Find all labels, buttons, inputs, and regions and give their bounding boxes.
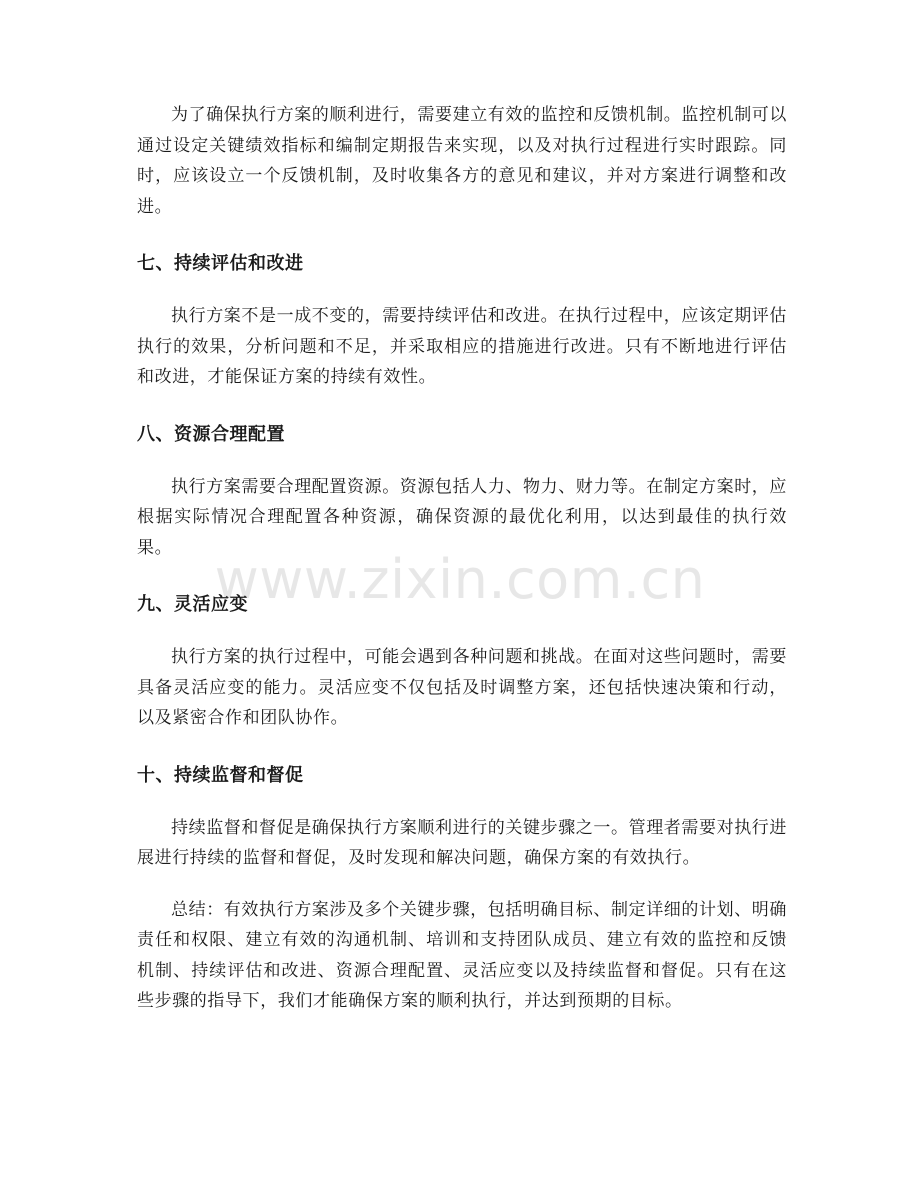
watermark: www.zixin.com.cn [214, 548, 706, 611]
document-body [137, 100, 787, 1017]
summary-paragraph: 总结：有效执行方案涉及多个关键步骤，包括明确目标、制定详细的计划、明确责任和权限、建立有效的沟通机制、培训和支持团队成员、建立有效的监控和反馈机制、持续评估和改进、资源合理配置、灵活应变以及持续监督和督促。只有在这些步骤的指导下，我们才能确保方案的顺利执行，并达到预期的目标。 [137, 899, 787, 1011]
section-heading-8: 八、资源合理配置 [137, 423, 285, 445]
section-paragraph-9: 执行方案的执行过程中，可能会遇到各种问题和挑战。在面对这些问题时，需要具备灵活应变的能力。灵活应变不仅包括及时调整方案，还包括快速决策和行动，以及紧密合作和团队协作。 [137, 647, 787, 728]
section-paragraph-8: 执行方案需要合理配置资源。资源包括人力、物力、财力等。在制定方案时，应根据实际情况合理配置各种资源，确保资源的最优化利用，以达到最佳的执行效果。 [137, 476, 787, 558]
section-heading-9: 九、灵活应变 [137, 594, 248, 615]
section-paragraph-10: 持续监督和督促是确保执行方案顺利进行的关键步骤之一。管理者需要对执行进展进行持续的监督和督促，及时发现和解决问题，确保方案的有效执行。 [137, 817, 787, 868]
section-paragraph-7: 执行方案不是一成不变的，需要持续评估和改进。在执行过程中，应该定期评估执行的效果，分析问题和不足，并采取相应的措施进行改进。只有不断地进行评估和改进，才能保证方案的持续有效性。 [137, 306, 787, 387]
section-heading-10: 十、持续监督和督促 [137, 764, 304, 786]
section-heading-7: 七、持续评估和改进 [137, 253, 304, 274]
intro-paragraph: 为了确保执行方案的顺利进行，需要建立有效的监控和反馈机制。监控机制可以通过设定关键绩效指标和编制定期报告来实现，以及对执行过程进行实时跟踪。同时，应该设立一个反馈机制，及时收集各方的意见和建议，并对方案进行调整和改进。 [137, 105, 787, 217]
